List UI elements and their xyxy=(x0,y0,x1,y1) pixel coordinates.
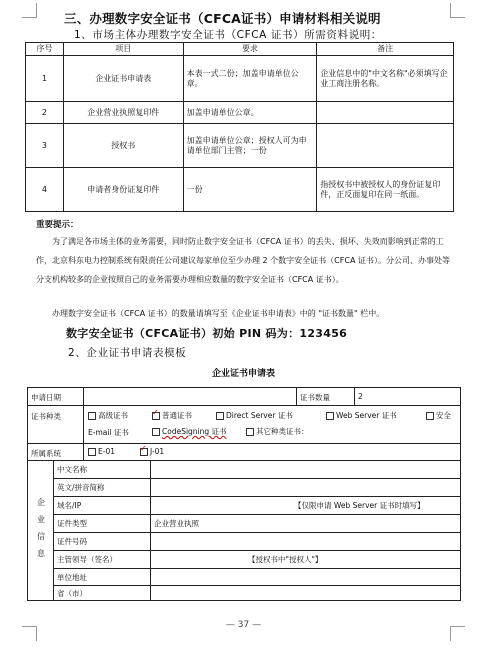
row-item: 授权书 xyxy=(63,124,183,168)
notice-paragraph-1: 为了满足各市场主体的业务需要，同时防止数字安全证书（CFCA 证书）的丢失、损坏、失效而影响到正常的工作，北京科东电力控制系统有限责任公司建议每家单位至少办理 2 个数字安全证书（CFCA 证书）。分公司、办事处等分支机构较多的企业按照自己的业务需要办理相应数量的数字安全证书（CFCA 证书）。 xyxy=(36,237,450,284)
row-no: 4 xyxy=(26,168,64,212)
cert-type-label: 证书种类 xyxy=(31,412,61,421)
table-row xyxy=(26,124,454,168)
leader-note: 【授权书中"授权人"】 xyxy=(248,555,323,564)
application-form xyxy=(27,387,461,601)
materials-table xyxy=(25,42,454,212)
checkbox-icon xyxy=(246,428,254,436)
option-email-cert[interactable]: E-mail 证书 xyxy=(88,428,129,437)
checked-checkbox-icon xyxy=(140,448,148,456)
address-label: 单位地址 xyxy=(57,573,87,582)
form-template-subheading: 2、企业证书申请表模板 xyxy=(68,347,187,359)
checkbox-icon xyxy=(88,412,96,420)
form-line xyxy=(28,405,460,406)
option-safe-cert[interactable]: 安全 xyxy=(426,410,451,421)
table-row xyxy=(26,102,454,124)
form-line xyxy=(53,568,460,569)
option-codesigning-cert[interactable]: CodeSigning 证书 xyxy=(152,426,227,437)
form-line xyxy=(296,388,297,405)
checkbox-icon xyxy=(152,428,160,436)
checkbox-icon xyxy=(88,448,96,456)
table-row xyxy=(26,56,454,102)
option-direct-server-cert[interactable]: Direct Server 证书 xyxy=(216,410,293,421)
section-heading: 三、办理数字安全证书（CFCA证书）申请材料相关说明 xyxy=(64,11,381,26)
page-number: — 37 — xyxy=(225,620,262,630)
row-no: 1 xyxy=(26,56,64,102)
en-name-label: 英文/拼音简称 xyxy=(57,483,105,492)
id-number-label: 证件号码 xyxy=(57,537,87,546)
option-web-server-cert[interactable]: Web Server 证书 xyxy=(326,410,397,421)
form-line xyxy=(83,405,84,443)
form-line xyxy=(53,550,460,551)
cert-count-value[interactable]: 2 xyxy=(358,392,363,401)
row-note: 指授权书中被授权人的身份证复印件，正反面复印在同一纸面。 xyxy=(317,168,454,212)
option-other-cert[interactable]: 其它种类证书： xyxy=(246,426,309,437)
crop-mark-top-right xyxy=(450,3,465,18)
notice-title: 重要提示： xyxy=(36,220,79,230)
notice-paragraph-2: 办理数字安全证书（CFCA 证书）的数量请填写至《企业证书申请表》中的 "证书数量" 栏中。 xyxy=(52,309,385,318)
domain-label: 域名/IP xyxy=(57,501,82,510)
form-line xyxy=(83,443,84,460)
form-line xyxy=(53,514,460,515)
form-line xyxy=(28,443,460,444)
table-header-row xyxy=(26,43,454,56)
row-requirement: 加盖申请单位公章；授权人可为申请单位部门主管；一份 xyxy=(183,124,317,168)
row-requirement: 本表一式二份；加盖申请单位公章。 xyxy=(183,56,317,102)
option-senior-cert[interactable]: 高级证书 xyxy=(88,410,128,421)
row-no: 3 xyxy=(26,124,64,168)
row-item: 企业营业执照复印件 xyxy=(63,102,183,124)
row-requirement: 加盖申请单位公章。 xyxy=(183,102,317,124)
row-item: 企业证书申请表 xyxy=(63,56,183,102)
checkbox-icon xyxy=(326,412,334,420)
province-label: 省（市） xyxy=(57,589,87,598)
table-row xyxy=(26,168,454,212)
pin-code-line: 数字安全证书（CFCA证书）初始 PIN 码为：123456 xyxy=(66,327,348,340)
form-line xyxy=(150,460,151,600)
header-item: 项目 xyxy=(63,43,183,56)
cert-count-label: 证书数量 xyxy=(300,393,330,402)
row-note xyxy=(317,102,454,124)
form-line xyxy=(354,388,355,405)
form-title: 企业证书申请表 xyxy=(211,369,275,379)
apply-date-label: 申请日期 xyxy=(31,393,61,402)
checkbox-icon xyxy=(426,412,434,420)
checkbox-icon xyxy=(216,412,224,420)
materials-subheading: 1、市场主体办理数字安全证书（CFCA 证书）所需资料说明： xyxy=(74,29,382,41)
option-system-j01[interactable]: ✓ J-01 xyxy=(140,447,164,456)
id-type-label: 证件类型 xyxy=(57,519,87,528)
cn-name-label: 中文名称 xyxy=(57,465,87,474)
form-line xyxy=(53,478,460,479)
domain-note: 【仅限申请 Web Server 证书时填写】 xyxy=(294,501,425,510)
row-note xyxy=(317,124,454,168)
system-label: 所属系统 xyxy=(31,449,61,458)
form-line xyxy=(83,388,84,405)
form-line xyxy=(53,460,54,600)
company-info-label: 企业信息 xyxy=(37,498,45,558)
crop-mark-top-left xyxy=(22,3,37,18)
row-requirement: 一份 xyxy=(183,168,317,212)
header-requirement: 要求 xyxy=(183,43,317,56)
id-type-value[interactable]: 企业营业执照 xyxy=(154,519,199,528)
option-system-e01[interactable]: E-01 xyxy=(88,447,115,456)
row-item: 申请者身份证复印件 xyxy=(63,168,183,212)
header-no: 序号 xyxy=(26,43,64,56)
form-line xyxy=(53,496,460,497)
option-normal-cert[interactable]: ✓ 普通证书 xyxy=(152,410,192,421)
row-note: 企业信息中的"中文名称"必须填写企业工商注册名称。 xyxy=(317,56,454,102)
form-line xyxy=(53,532,460,533)
form-line xyxy=(53,585,460,586)
form-line xyxy=(28,460,460,461)
row-no: 2 xyxy=(26,102,64,124)
leader-signature-label: 主管领导（签名） xyxy=(57,555,117,564)
header-note: 备注 xyxy=(317,43,454,56)
checked-checkbox-icon xyxy=(152,412,160,420)
